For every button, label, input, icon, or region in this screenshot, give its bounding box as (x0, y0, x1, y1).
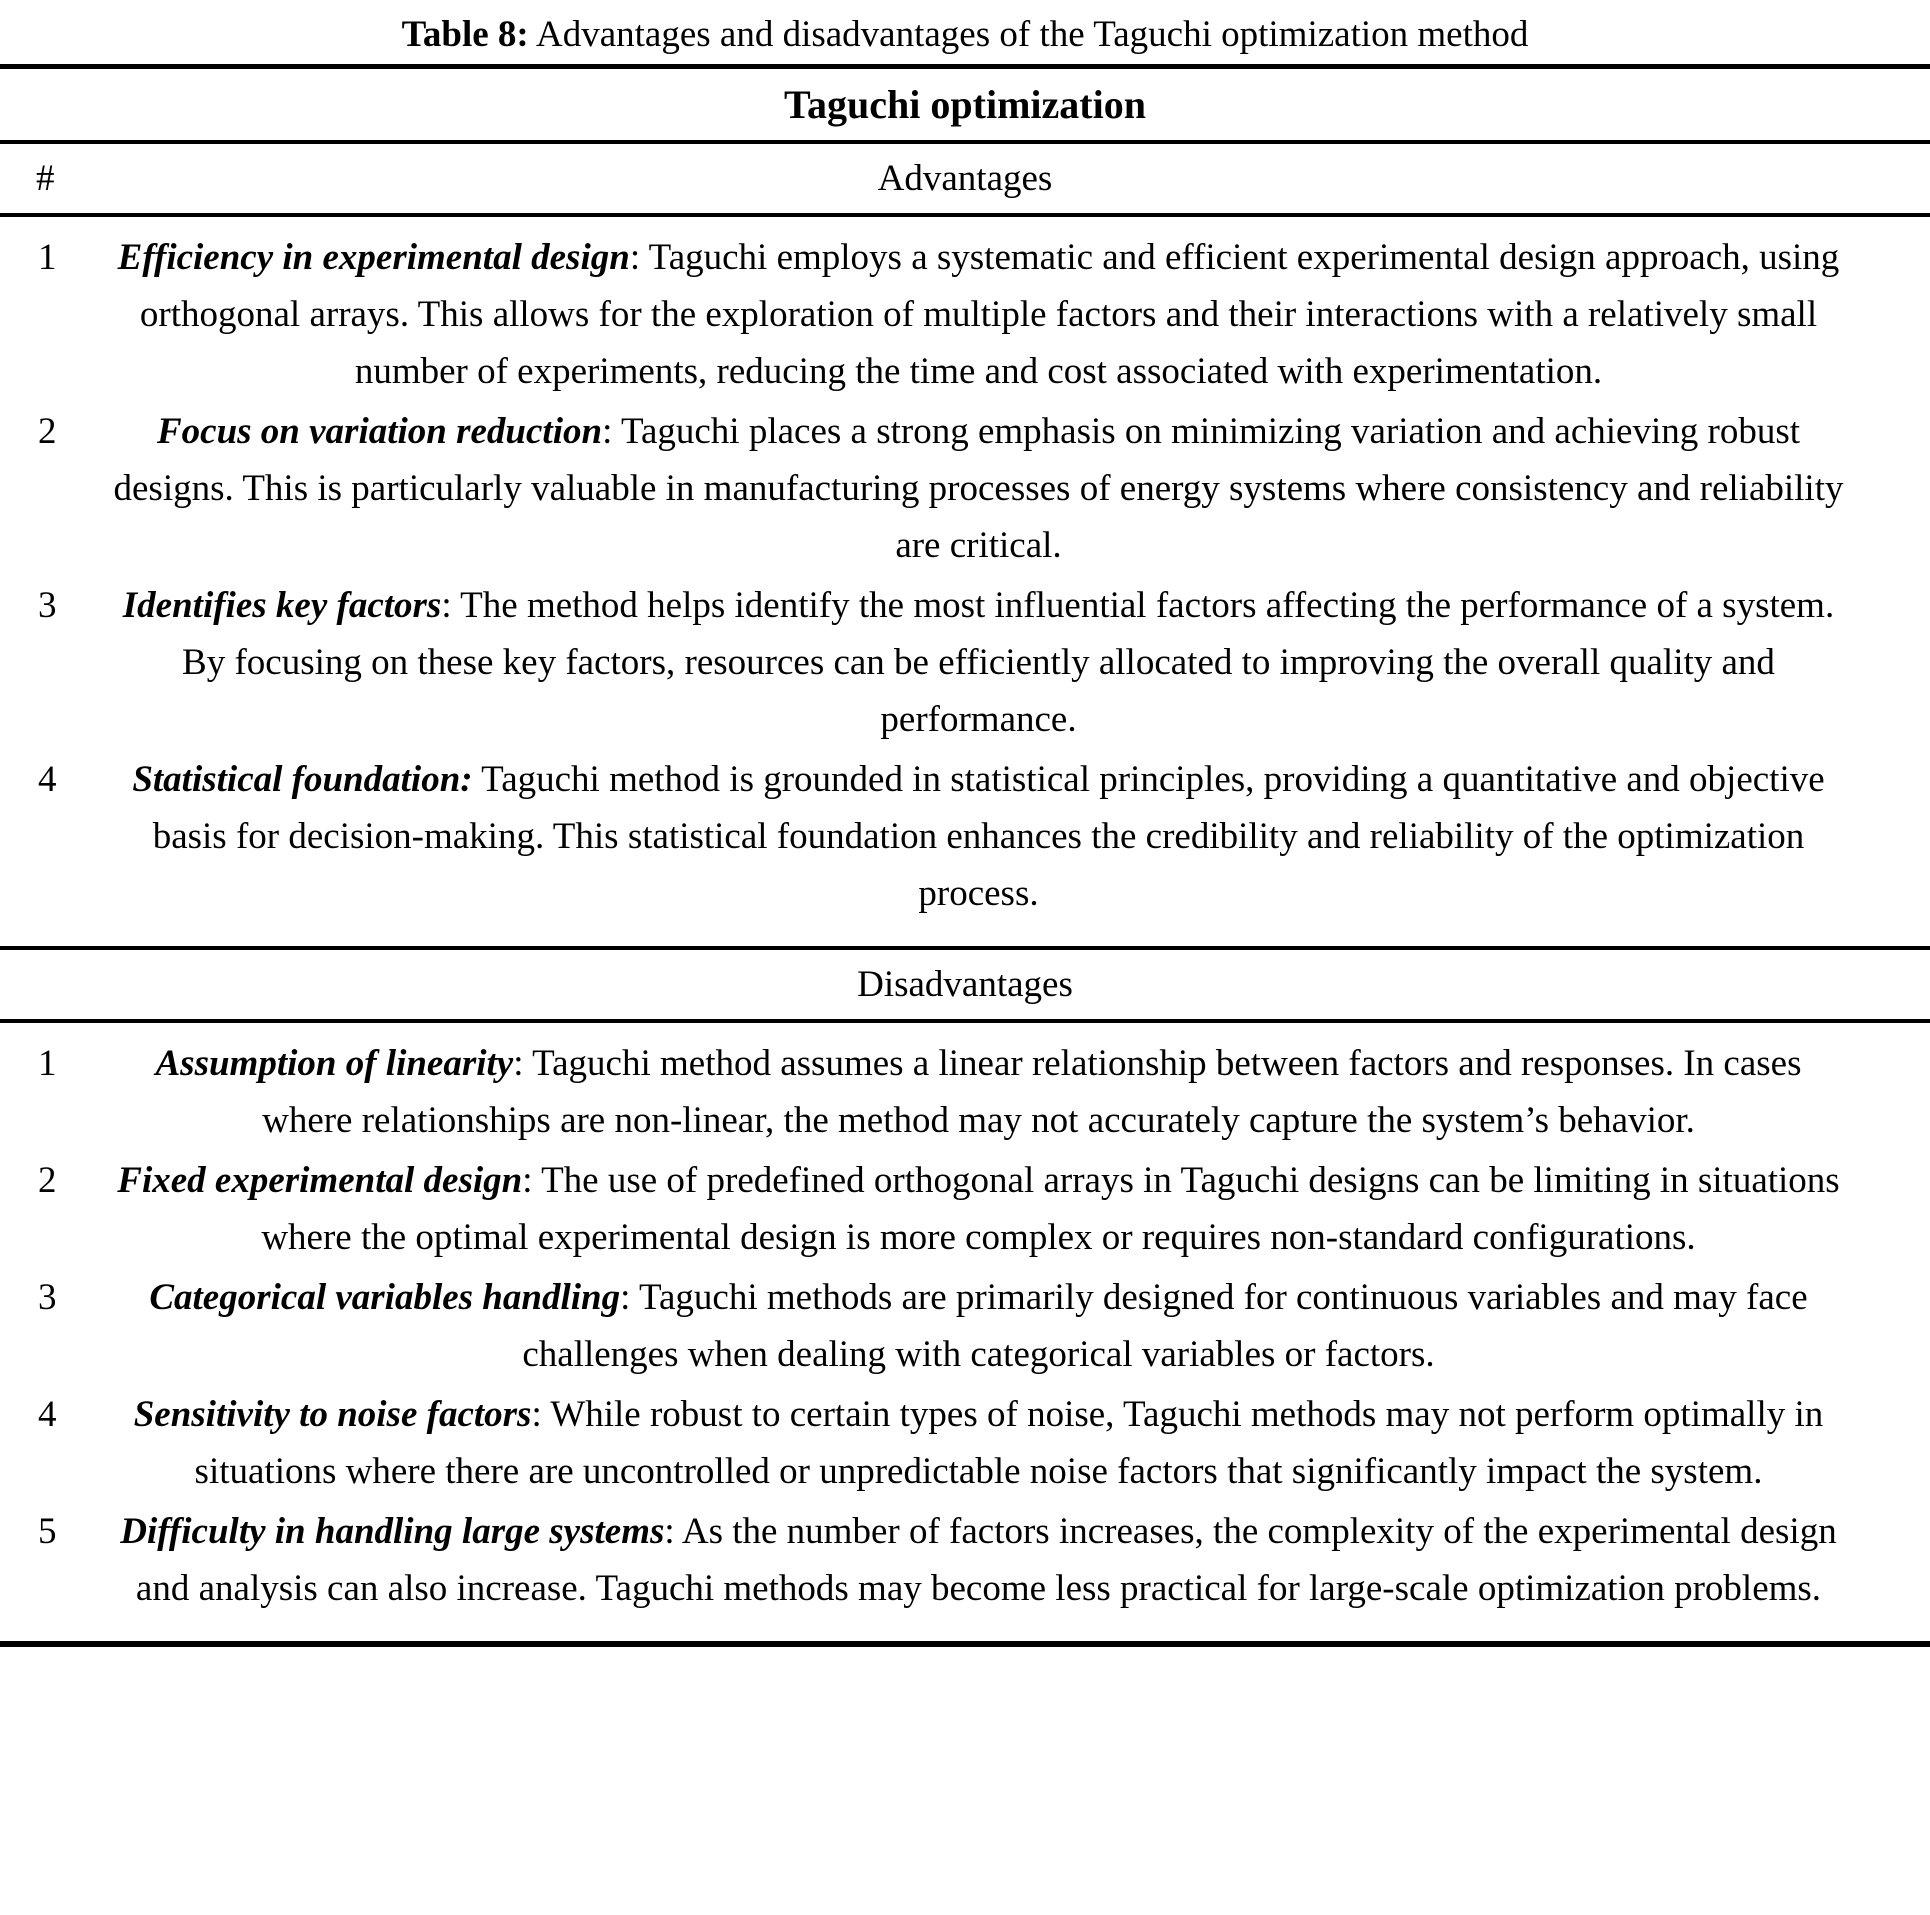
table-caption-text: Advantages and disadvantages of the Taguchi optimization method (535, 14, 1529, 55)
table-caption-label: Table 8: (401, 14, 529, 55)
table-row (0, 1386, 1930, 1500)
table-row (0, 1269, 1930, 1383)
row-text (112, 577, 1845, 748)
row-number: 5 (38, 1511, 57, 1552)
row-lead-phrase: Focus on variation reduction (156, 411, 603, 452)
row-text (112, 751, 1845, 922)
table-bottom-rule (0, 1641, 1930, 1647)
table-row (0, 577, 1930, 748)
row-lead-phrase: Sensitivity to noise factors (133, 1394, 532, 1435)
row-text (112, 1503, 1845, 1617)
row-body-text: : While robust to certain types of noise, Taguchi methods may not perform optimally in situations where there are uncontrolled or unpredictable noise factors that significantly impact the system. (194, 1394, 1824, 1492)
disadvantages-header-row (0, 950, 1930, 1019)
row-body-text: : The use of predefined orthogonal arrays in Taguchi designs can be limiting in situations where the optimal experimental design is more complex or requires non-standard configurations. (261, 1160, 1840, 1258)
row-text (112, 403, 1845, 574)
row-lead-phrase: Statistical foundation: (132, 759, 473, 800)
table-caption (0, 0, 1930, 64)
table-row (0, 1503, 1930, 1617)
row-number: 4 (38, 759, 57, 800)
row-number: 1 (38, 1043, 57, 1084)
advantages-header-label: Advantages (877, 158, 1053, 199)
row-text (112, 1269, 1845, 1383)
table-title: Taguchi optimization (784, 82, 1146, 127)
row-number: 2 (38, 411, 57, 452)
table-row (0, 751, 1930, 922)
row-number: 3 (38, 585, 57, 626)
row-number: 4 (38, 1394, 57, 1435)
row-number: 1 (38, 237, 57, 278)
advantages-header-row (0, 144, 1930, 213)
row-number: 3 (38, 1277, 57, 1318)
number-column-header: # (36, 158, 55, 199)
row-text (112, 1152, 1845, 1266)
row-body-text: : Taguchi employs a systematic and efficient experimental design approach, using orthogonal arrays. This allows for the exploration of multiple factors and their interactions with a relatively small number of experiments, reducing the time and cost associated with experimentation. (139, 237, 1840, 392)
row-body-text: : The method helps identify the most influential factors affecting the performance of a system. By focusing on these key factors, resources can be efficiently allocated to improving the overall quality and performance. (182, 585, 1835, 740)
row-lead-phrase: Fixed experimental design (117, 1160, 523, 1201)
row-lead-phrase: Difficulty in handling large systems (120, 1511, 665, 1552)
disadvantages-section (0, 1023, 1930, 1641)
row-body-text: : Taguchi method assumes a linear relationship between factors and responses. In cases where relationships are non-linear, the method may not accurately capture the system’s behavior. (262, 1043, 1802, 1141)
table-row (0, 1152, 1930, 1266)
row-lead-phrase: Efficiency in experimental design (117, 237, 630, 278)
row-body-text: : As the number of factors increases, the complexity of the experimental design and analysis can also increase. Taguchi methods may become less practical for large-scale optimization problems. (135, 1511, 1837, 1609)
advantages-section (0, 217, 1930, 946)
row-lead-phrase: Assumption of linearity (155, 1043, 514, 1084)
row-body-text: : Taguchi methods are primarily designed for continuous variables and may face challenges when dealing with categorical variables or factors. (522, 1277, 1808, 1375)
table-row (0, 1035, 1930, 1149)
row-text (112, 1035, 1845, 1149)
row-lead-phrase: Categorical variables handling (149, 1277, 621, 1318)
row-body-text: Taguchi method is grounded in statistical principles, providing a quantitative and objective basis for decision-making. This statistical foundation enhances the credibility and reliability of the optimization process. (152, 759, 1825, 914)
row-text (112, 229, 1845, 400)
table-row (0, 229, 1930, 400)
row-number: 2 (38, 1160, 57, 1201)
disadvantages-header-label: Disadvantages (857, 964, 1073, 1005)
table-row (0, 403, 1930, 574)
row-lead-phrase: Identifies key factors (122, 585, 442, 626)
row-text (112, 1386, 1845, 1500)
row-body-text: : Taguchi places a strong emphasis on minimizing variation and achieving robust designs. This is particularly valuable in manufacturing processes of energy systems where consistency and reliability are critical. (113, 411, 1844, 566)
